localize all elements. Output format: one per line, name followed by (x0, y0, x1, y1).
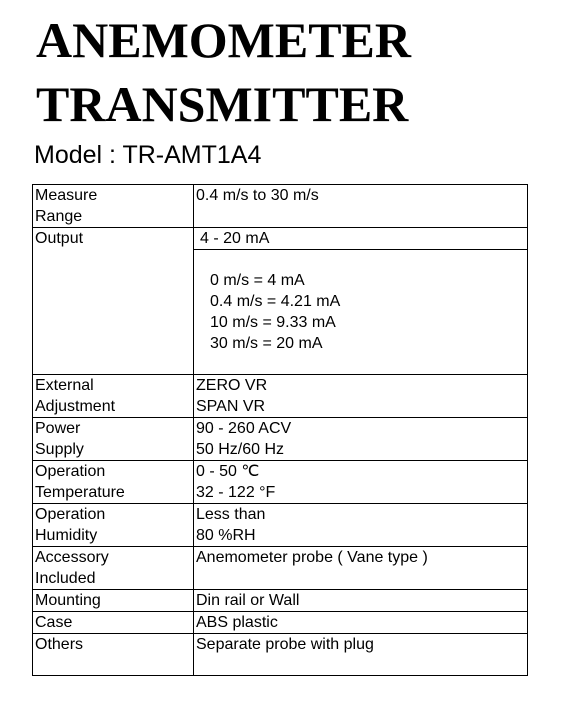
spec-label (33, 547, 194, 590)
spec-label (33, 504, 194, 547)
label-line: Accessory (35, 549, 109, 566)
label-line: Operation (35, 506, 106, 523)
label-line: Supply (35, 441, 84, 458)
spec-label: Mounting (33, 590, 194, 612)
spec-value: 4 - 20 mA (194, 228, 528, 250)
value-line: 0 - 50 ℃ (196, 463, 260, 480)
spec-value (194, 547, 528, 590)
spec-row-measure-range (33, 185, 528, 228)
spec-row-power-supply (33, 418, 528, 461)
value-line: 90 - 260 ACV (196, 420, 292, 437)
spec-value: Separate probe with plug (194, 634, 528, 676)
output-mapping (194, 250, 528, 375)
spec-value (194, 185, 528, 228)
spec-label (33, 418, 194, 461)
value-line: SPAN VR (196, 398, 266, 415)
value-line: Less than (196, 506, 266, 523)
value-line: 80 %RH (196, 527, 256, 544)
spec-value (194, 418, 528, 461)
spec-label (33, 461, 194, 504)
label-line: Measure (35, 187, 98, 204)
mapping-line: 10 m/s = 9.33 mA (210, 314, 336, 331)
title-line-2: TRANSMITTER (36, 76, 409, 132)
label-line: Adjustment (35, 398, 116, 415)
spec-value (194, 461, 528, 504)
label-line: Humidity (35, 527, 98, 544)
value-line: ZERO VR (196, 377, 268, 394)
spacer (196, 206, 525, 227)
mapping-line: 0 m/s = 4 mA (210, 272, 305, 289)
value-line: Anemometer probe ( Vane type ) (196, 549, 428, 566)
label-line: External (35, 377, 94, 394)
label-line: Power (35, 420, 81, 437)
spec-row-external-adjustment (33, 375, 528, 418)
value-line: 32 - 122 °F (196, 484, 276, 501)
spec-label (33, 185, 194, 228)
spec-label (33, 375, 194, 418)
spec-table (32, 184, 528, 676)
spec-row-operation-humidity (33, 504, 528, 547)
spec-row-others (33, 634, 528, 676)
spec-row-case (33, 612, 528, 634)
spec-row-operation-temperature (33, 461, 528, 504)
spec-row-accessory (33, 547, 528, 590)
spec-label: Case (33, 612, 194, 634)
spec-value (194, 375, 528, 418)
label-line: Included (35, 570, 96, 587)
spec-row-mounting (33, 590, 528, 612)
label-line: Operation (35, 463, 106, 480)
spec-value: ABS plastic (194, 612, 528, 634)
spec-label: Output (33, 228, 194, 375)
label-line: Range (35, 208, 83, 225)
mapping-line: 0.4 m/s = 4.21 mA (210, 293, 341, 310)
mapping-line: 30 m/s = 20 mA (210, 335, 323, 352)
spec-label: Others (33, 634, 194, 676)
value-line: 50 Hz/60 Hz (196, 441, 285, 458)
spec-row-output (33, 228, 528, 250)
model-number: Model : TR-AMT1A4 (34, 141, 262, 169)
label-line: Temperature (35, 484, 125, 501)
spacer (196, 568, 525, 589)
value-line: 0.4 m/s to 30 m/s (196, 187, 319, 204)
spec-value: Din rail or Wall (194, 590, 528, 612)
title-line-1: ANEMOMETER (36, 12, 411, 68)
spec-value (194, 504, 528, 547)
